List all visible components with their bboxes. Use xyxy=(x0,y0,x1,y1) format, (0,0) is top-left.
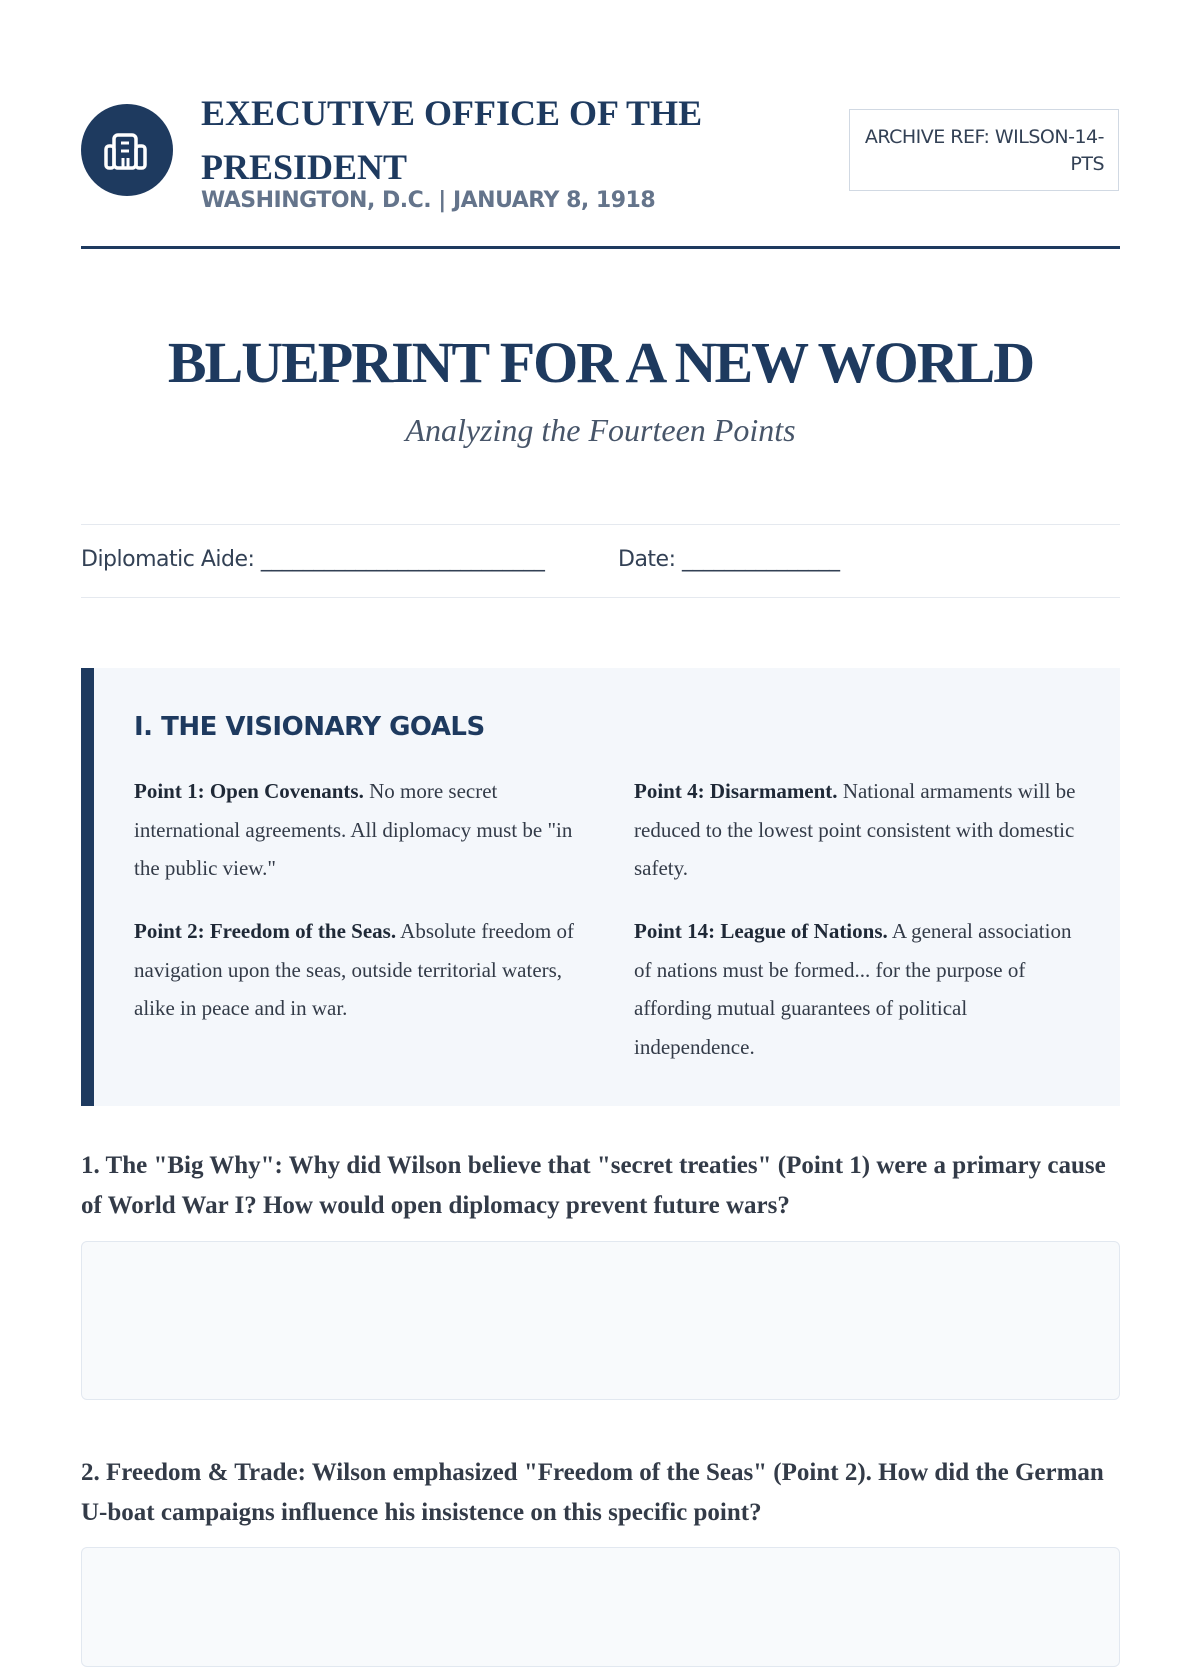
point-label: Point 2: Freedom of the Seas. xyxy=(134,919,397,943)
point-label: Point 4: Disarmament. xyxy=(634,779,838,803)
date-field[interactable]: Date: _______________ xyxy=(618,547,840,572)
point-text: National armaments will be reduced to the lowest point consistent with domestic safety. xyxy=(634,779,1076,880)
answer-box-2[interactable] xyxy=(81,1547,1120,1667)
question-2: 2. Freedom & Trade: Wilson emphasized "Freedom of the Seas" (Point 2). How did the German U-boat campaigns influence his insistence on this specific point? xyxy=(81,1459,1104,1526)
building-icon xyxy=(101,124,153,176)
document-header xyxy=(81,80,1120,250)
office-seal xyxy=(81,104,173,196)
visionary-goals-panel xyxy=(81,668,1120,1106)
point-label: Point 14: League of Nations. xyxy=(634,919,888,943)
diplomatic-aide-field[interactable]: Diplomatic Aide: ___________________________ xyxy=(81,547,545,572)
page-title: BLUEPRINT FOR A NEW WORLD xyxy=(167,330,1034,395)
answer-box-1[interactable] xyxy=(81,1241,1120,1400)
office-title: EXECUTIVE OFFICE OF THE PRESIDENT xyxy=(201,93,703,187)
student-info-line xyxy=(81,524,1120,598)
point-open-covenants xyxy=(134,772,574,888)
goals-heading: I. THE VISIONARY GOALS xyxy=(134,712,485,742)
point-label: Point 1: Open Covenants. xyxy=(134,779,364,803)
archive-reference: ARCHIVE REF: WILSON-14-PTS xyxy=(849,109,1119,191)
point-league-of-nations xyxy=(634,912,1084,1066)
header-divider xyxy=(81,246,1120,249)
page-subtitle: Analyzing the Fourteen Points xyxy=(405,412,796,448)
question-1: 1. The "Big Why": Why did Wilson believe that "secret treaties" (Point 1) were a primary cause of World War I? How would open diplomacy prevent future wars? xyxy=(81,1152,1106,1219)
panel-accent-bar xyxy=(81,668,94,1106)
point-disarmament xyxy=(634,772,1084,888)
location-date: WASHINGTON, D.C. | JANUARY 8, 1918 xyxy=(201,188,656,213)
point-freedom-of-seas xyxy=(134,912,574,1028)
point-text: Absolute freedom of navigation upon the seas, outside territorial waters, alike in peace and in war. xyxy=(134,919,574,1020)
point-text: A general association of nations must be formed... for the purpose of affording mutual guarantees of political independence. xyxy=(634,919,1072,1059)
point-text: No more secret international agreements. All diplomacy must be "in the public view." xyxy=(134,779,573,880)
